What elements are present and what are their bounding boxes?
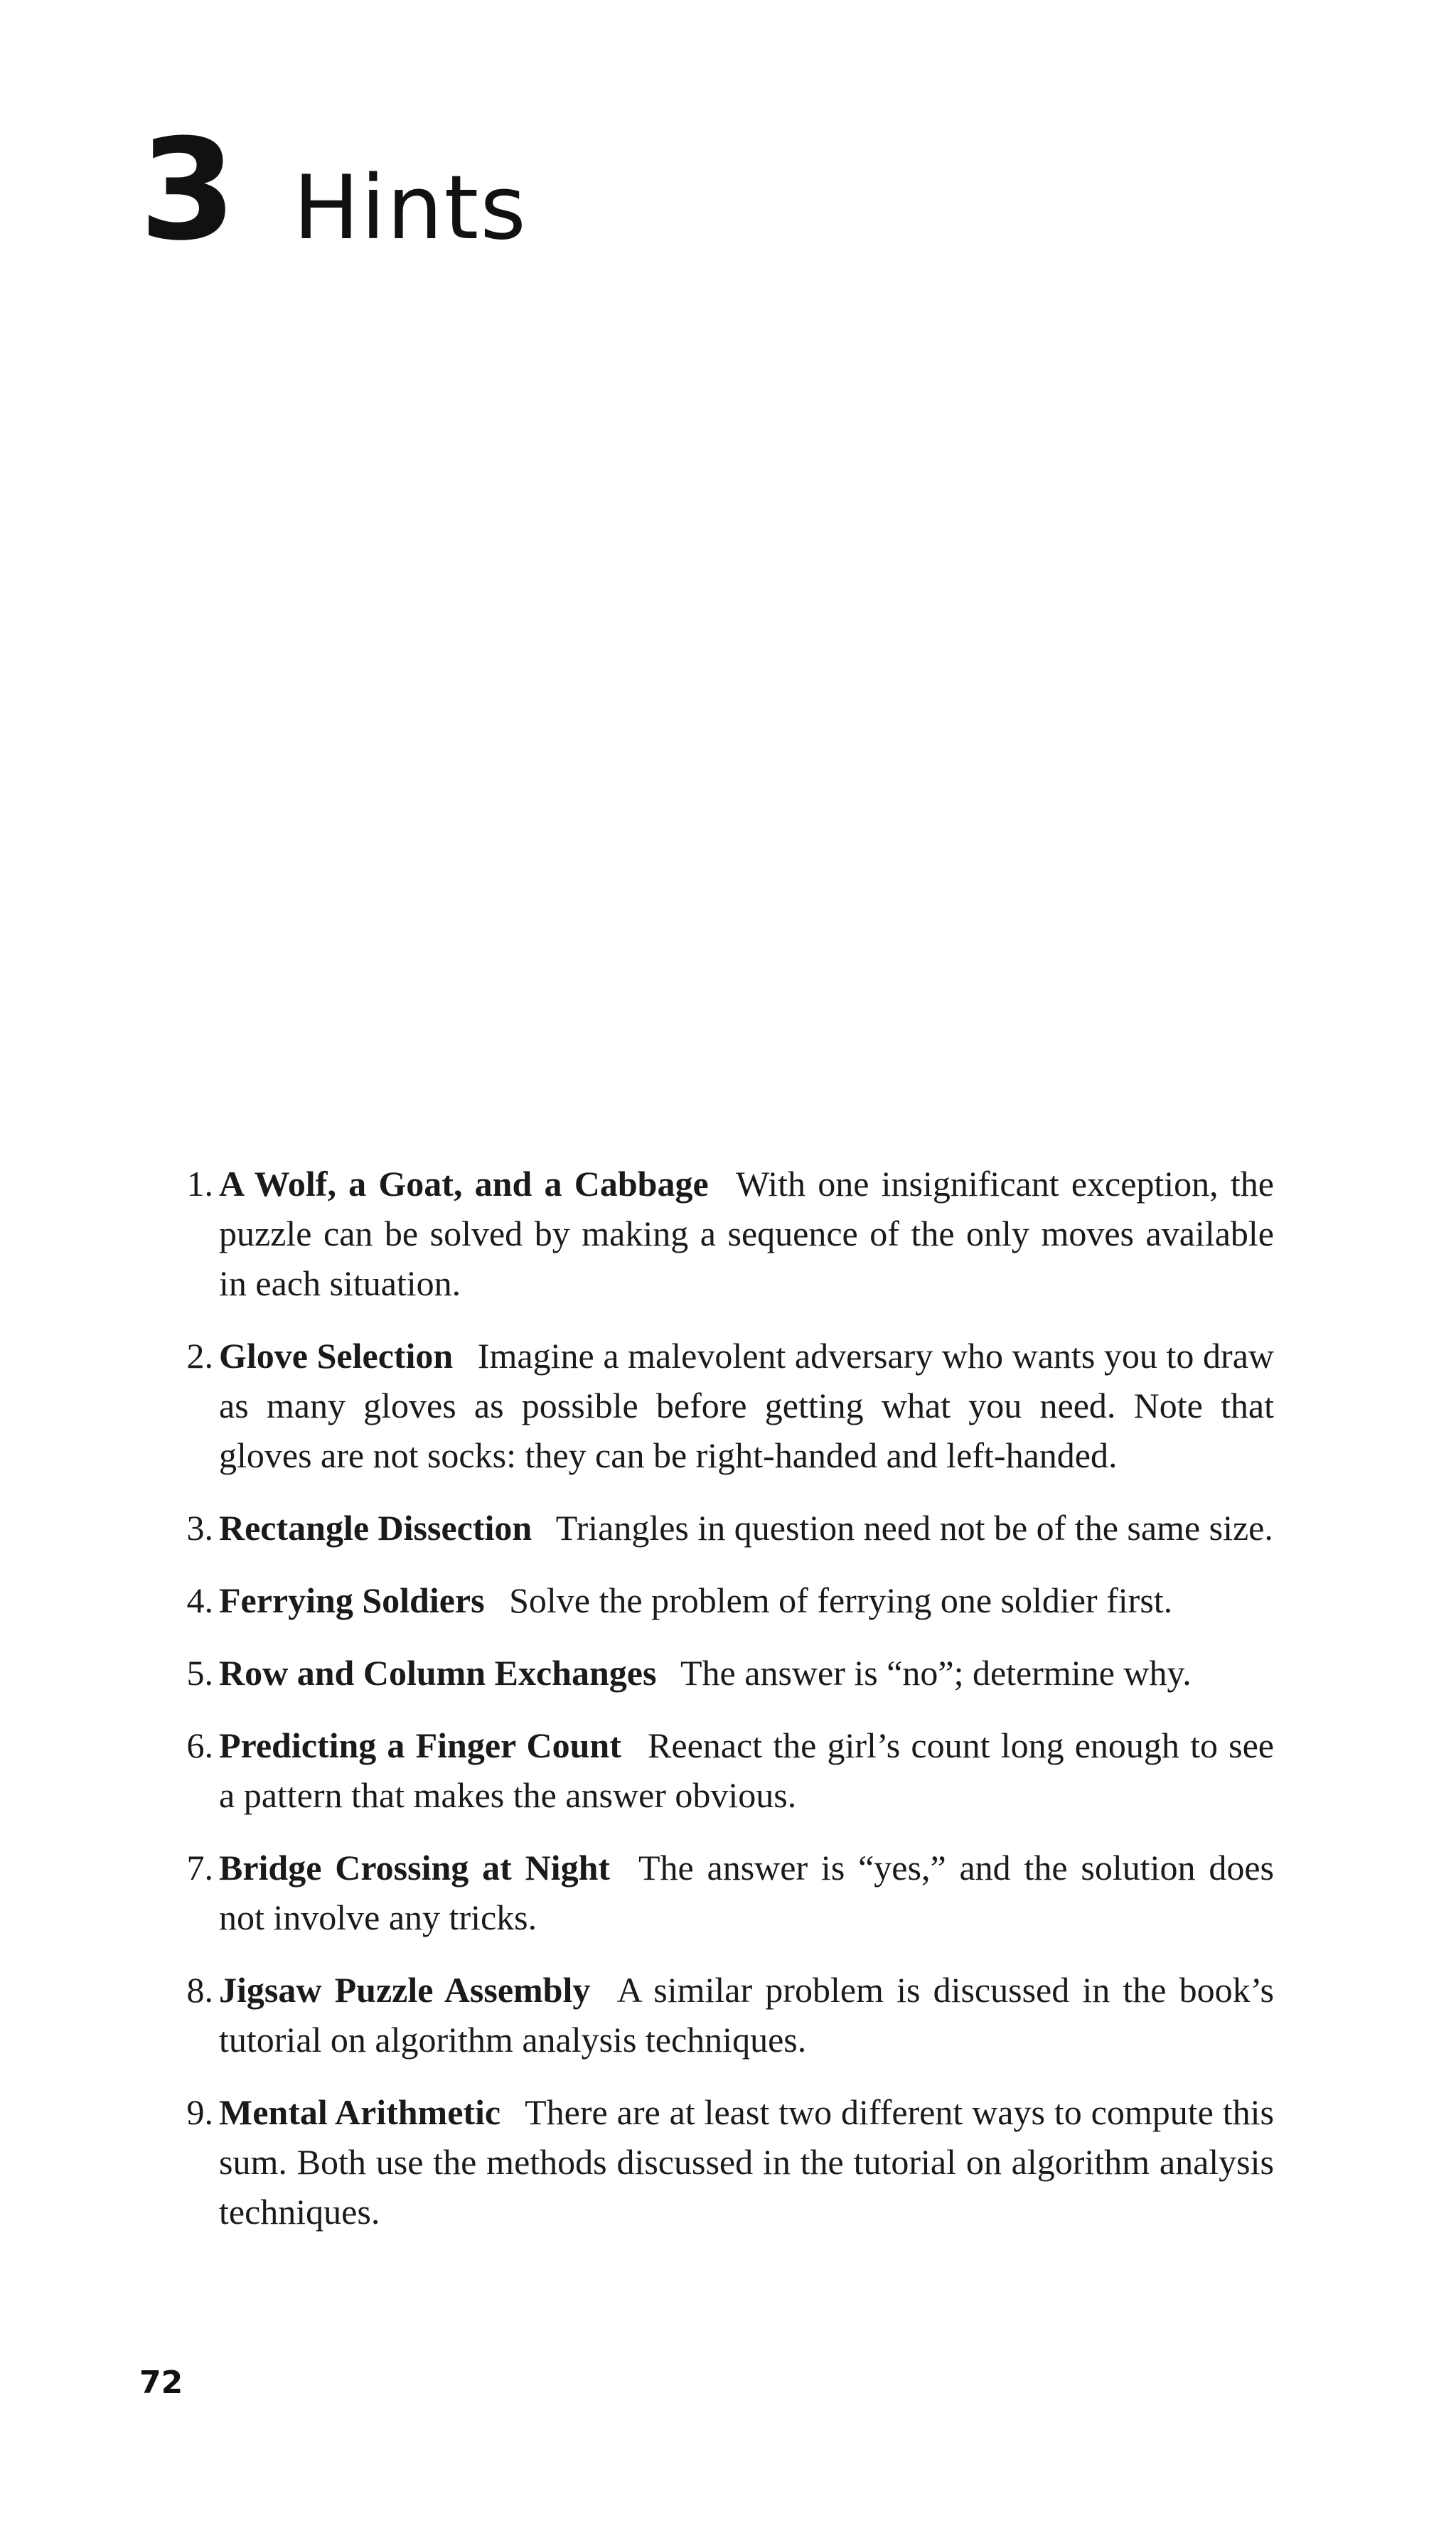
hint-number: 1. [186, 1164, 213, 1204]
hint-title: A Wolf, a Goat, and a Cabbage [219, 1164, 709, 1204]
hint-number: 2. [186, 1336, 213, 1376]
hint-title: Row and Column Exchanges [219, 1653, 657, 1693]
hint-item [0, 1575, 1274, 1625]
hint-text: Reenact the girl’s count long enough to see a pattern that makes the answer obvious. [219, 1725, 1275, 1815]
hint-number: 8. [186, 1970, 213, 2010]
hint-number: 5. [186, 1653, 213, 1693]
hint-item [0, 1503, 1274, 1553]
hint-item [0, 1331, 1274, 1480]
hint-item [0, 1843, 1274, 1942]
hint-title: Glove Selection [219, 1336, 454, 1376]
hint-number: 6. [186, 1725, 213, 1765]
hint-title: Ferrying Soldiers [219, 1580, 485, 1620]
chapter-heading [139, 109, 528, 272]
hint-text: The answer is “no”; determine why. [680, 1653, 1192, 1693]
hint-title: Rectangle Dissection [219, 1508, 532, 1548]
hint-text: Triangles in question need not be of the same size. [555, 1508, 1273, 1548]
hint-item [0, 1720, 1274, 1820]
hint-text: Imagine a malevolent adversary who wants you to draw as many gloves as possible before getting what you need. Note that gloves are not socks: they can be right-handed and left-handed. [219, 1336, 1275, 1475]
hint-item [0, 1648, 1274, 1698]
hint-title: Mental Arithmetic [219, 2092, 501, 2132]
hint-title: Jigsaw Puzzle Assembly [219, 1970, 591, 2010]
page-number: 72 [139, 2365, 183, 2401]
hint-text: Solve the problem of ferrying one soldier first. [509, 1580, 1173, 1620]
hint-text: With one insignificant exception, the puzzle can be solved by making a sequence of the only moves available in each situation. [219, 1164, 1274, 1303]
hint-text: A similar problem is discussed in the book’s tutorial on algorithm analysis techniques. [219, 1970, 1274, 2060]
hint-item [0, 1965, 1274, 2065]
hint-text: The answer is “yes,” and the solution does not involve any tricks. [219, 1848, 1274, 1937]
hint-text: There are at least two different ways to compute this sum. Both use the methods discussed in the tutorial on algorithm analysis techniques. [219, 2092, 1274, 2232]
hint-number: 9. [186, 2092, 213, 2132]
hint-item [0, 2087, 1274, 2237]
hint-title: Predicting a Finger Count [219, 1725, 621, 1765]
chapter-title: Hints [293, 157, 528, 259]
chapter-number: 3 [139, 109, 234, 272]
hint-item [0, 1159, 1274, 1308]
hint-number: 7. [186, 1848, 213, 1888]
hint-number: 4. [186, 1580, 213, 1620]
hint-list [0, 1159, 1456, 2259]
hint-title: Bridge Crossing at Night [219, 1848, 611, 1888]
hint-number: 3. [186, 1508, 213, 1548]
